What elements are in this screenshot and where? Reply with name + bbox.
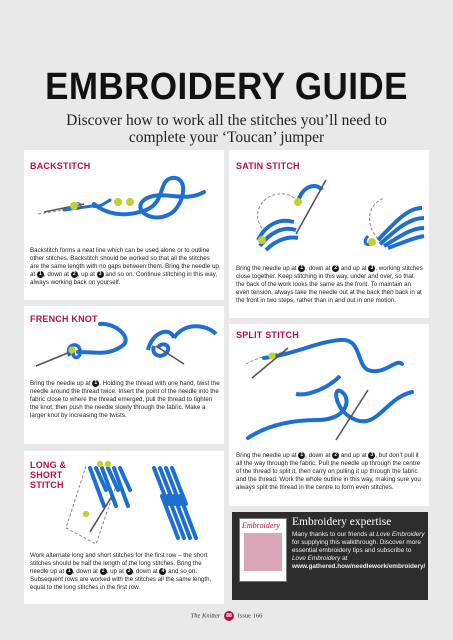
cover-image [244,533,282,571]
page-number: 88 [224,611,234,621]
cover-title: Embroidery [242,521,280,530]
page-footer: The Knitter 88 Issue 166 [190,612,263,620]
satin-illustration [232,172,428,258]
satin-text: Bring the needle up at 1 , down at 2 and up at 3 , working stitches close together. Keep stitching in this way, under and over, so that the back of the work looks the same as the front. To maintain an even tension, always take the needle out at the back then back in at the front in two steps, rather than in and out in one motion. [236,265,423,305]
backstitch-illustration [34,170,220,244]
page-subtitle: Discover how to work all the stitches you’ll need to complete your ‘Toucan’ jumper [66,112,387,146]
split-stitch-illustration [236,334,426,450]
long-short-text: Work alternate long and short stitches for the first row – the short stitches should be half the length of the long stitches. Bring the needle up at 1 , down at 2 , up at 3 , down at 4 and so on. Subsequent rows are worked with the stitches all the same length, equal to the long stitches in the first row. [30,552,212,592]
step-marker-3 [70,202,78,210]
french-knot-text: Bring the needle up at 1 . Holding the thread with one hand, twist the needle around the thread twice. Insert the point of the needle into the fabric close to where the thread emerged, pull the thread to tighten the knot, then push the needle slowly through the fabric. Make a larger knot by increasing the twists. [30,380,220,420]
backstitch-heading: BACKSTITCH [30,161,91,171]
page-title: EMBROIDERY GUIDE [45,66,408,108]
french-knot-heading: FRENCH KNOT [30,314,98,324]
promo-title: Embroidery expertise [292,516,392,528]
magazine-cover [239,518,287,582]
step-marker-1 [126,198,134,206]
split-stitch-heading: SPLIT STITCH [236,330,299,340]
satin-heading: SATIN STITCH [236,161,300,171]
french-knot-illustration [30,316,222,378]
promo-text: Many thanks to our friends at Love Embroidery for supplying this walkthrough. Discover more essential embroidery tips and subscribe to Love Embroidery at www.gathered.how/needlework/embroidery/ [292,531,426,570]
long-short-heading: LONG & SHORT STITCH [30,460,67,490]
long-short-illustration [60,456,224,550]
promo-link[interactable]: www.gathered.how/needlework/embroidery/ [292,563,426,570]
split-stitch-text: Bring the needle up at 1 , down at 2 and up at 3 , but don’t pull it all the way through the fabric. Pull the needle up through the centre of the thread to split it, then carry on pulling it up through the fabric and the thread. Work the whole outline in this way, making sure you always split the thread in the centre to form even stitches. [236,452,421,492]
step-marker-2 [114,198,122,206]
backstitch-text: Backstitch forms a neat line which can be used alone or to outline other stitches. Backstitch should be worked so that all the stitches are the same length with no gaps between them. Bring the needle up at 1 , down at 2 , up at 3 and so on. Continue stitching in this way, always working back on yourself. [30,247,219,287]
